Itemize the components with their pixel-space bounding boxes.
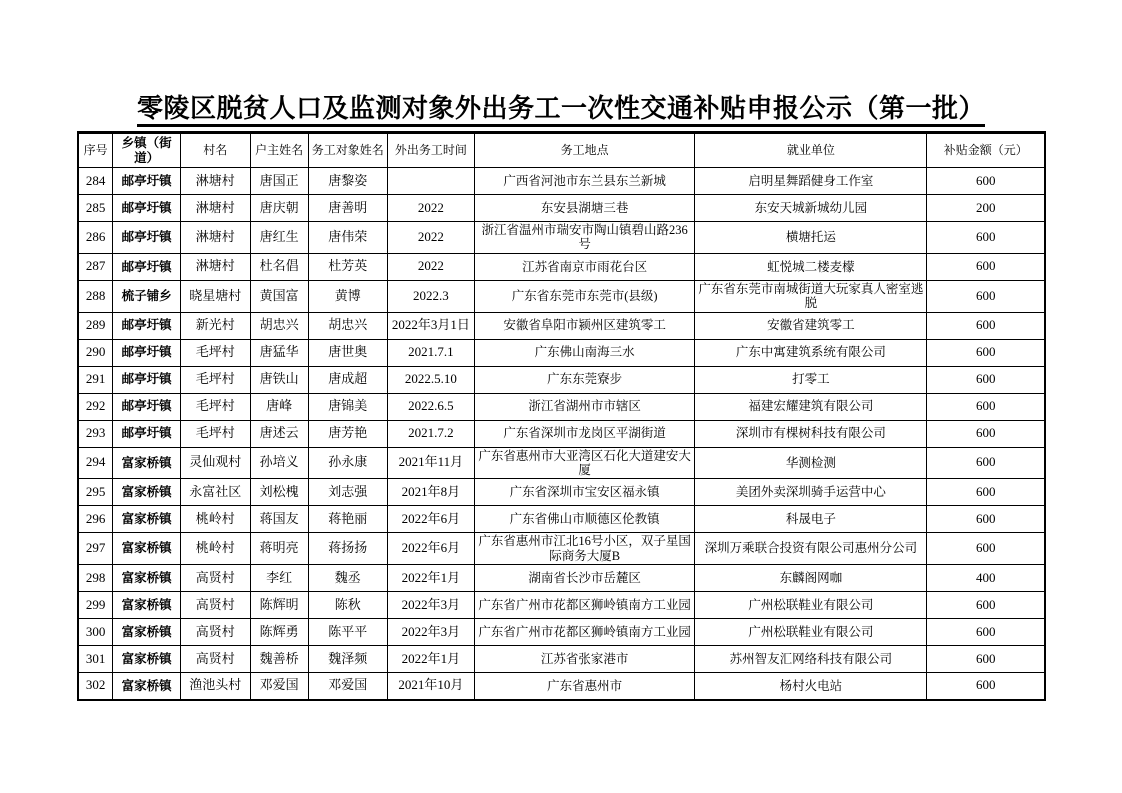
table-cell: 淋塘村 xyxy=(180,222,250,254)
table-cell: 唐庆朝 xyxy=(250,195,308,222)
header-cell-0: 序号 xyxy=(78,133,113,168)
table-cell: 富家桥镇 xyxy=(113,565,181,592)
table-cell: 邮亭圩镇 xyxy=(113,222,181,254)
table-row xyxy=(78,393,1045,420)
table-cell: 毛坪村 xyxy=(180,339,250,366)
table-cell: 广东东莞寮步 xyxy=(474,366,694,393)
table-cell: 江苏省南京市雨花台区 xyxy=(474,253,694,280)
table-cell: 毛坪村 xyxy=(180,420,250,447)
table-cell: 297 xyxy=(78,533,113,565)
table-cell: 600 xyxy=(927,222,1045,254)
table-cell: 288 xyxy=(78,280,113,312)
table-cell: 2022年3月 xyxy=(387,619,474,646)
page-title-text: 零陵区脱贫人口及监测对象外出务工一次性交通补贴申报公示（第一批） xyxy=(137,95,985,127)
table-row xyxy=(78,366,1045,393)
table-row xyxy=(78,673,1045,700)
table-cell: 东麟阁网咖 xyxy=(695,565,927,592)
header-cell-5: 外出务工时间 xyxy=(387,133,474,168)
table-cell: 296 xyxy=(78,506,113,533)
table-cell: 289 xyxy=(78,312,113,339)
table-cell: 苏州智友汇网络科技有限公司 xyxy=(695,646,927,673)
table-cell: 晓星塘村 xyxy=(180,280,250,312)
table-row xyxy=(78,592,1045,619)
table-cell: 唐世奥 xyxy=(308,339,387,366)
table-cell: 富家桥镇 xyxy=(113,479,181,506)
table-cell: 287 xyxy=(78,253,113,280)
table-cell: 新光村 xyxy=(180,312,250,339)
table-cell: 刘松槐 xyxy=(250,479,308,506)
table-cell: 2022年3月1日 xyxy=(387,312,474,339)
table-cell: 美团外卖深圳骑手运营中心 xyxy=(695,479,927,506)
table-cell: 淋塘村 xyxy=(180,195,250,222)
subsidy-table xyxy=(77,131,1046,701)
table-cell: 邮亭圩镇 xyxy=(113,253,181,280)
table-row xyxy=(78,646,1045,673)
table-cell: 蒋艳丽 xyxy=(308,506,387,533)
table-cell: 600 xyxy=(927,646,1045,673)
table-cell: 刘志强 xyxy=(308,479,387,506)
header-cell-4: 务工对象姓名 xyxy=(308,133,387,168)
table-cell: 灵仙观村 xyxy=(180,447,250,479)
table-cell: 邓爱国 xyxy=(308,673,387,700)
table-cell: 深圳市有棵树科技有限公司 xyxy=(695,420,927,447)
table-cell: 广东中寓建筑系统有限公司 xyxy=(695,339,927,366)
table-cell: 陈辉勇 xyxy=(250,619,308,646)
table-cell: 黄博 xyxy=(308,280,387,312)
table-row xyxy=(78,565,1045,592)
table-cell: 虹悦城二楼麦檬 xyxy=(695,253,927,280)
table-cell: 富家桥镇 xyxy=(113,646,181,673)
table-cell: 2022.6.5 xyxy=(387,393,474,420)
table-row xyxy=(78,253,1045,280)
table-cell: 2022 xyxy=(387,222,474,254)
table-cell: 295 xyxy=(78,479,113,506)
table-cell: 广东省佛山市顺德区伦教镇 xyxy=(474,506,694,533)
table-cell: 魏丞 xyxy=(308,565,387,592)
table-cell: 深圳万乘联合投资有限公司惠州分公司 xyxy=(695,533,927,565)
table-cell: 黄国富 xyxy=(250,280,308,312)
table-cell: 200 xyxy=(927,195,1045,222)
table-row xyxy=(78,619,1045,646)
table-cell: 唐国正 xyxy=(250,168,308,195)
table-cell: 邮亭圩镇 xyxy=(113,393,181,420)
table-row xyxy=(78,168,1045,195)
table-cell: 600 xyxy=(927,479,1045,506)
table-cell: 魏善桥 xyxy=(250,646,308,673)
table-cell: 打零工 xyxy=(695,366,927,393)
table-cell: 唐锦美 xyxy=(308,393,387,420)
table-cell: 高贤村 xyxy=(180,619,250,646)
table-row xyxy=(78,222,1045,254)
table-cell: 唐述云 xyxy=(250,420,308,447)
table-cell: 293 xyxy=(78,420,113,447)
table-cell: 2022年6月 xyxy=(387,533,474,565)
table-cell: 桃岭村 xyxy=(180,533,250,565)
table-cell: 600 xyxy=(927,366,1045,393)
table-cell: 蒋扬扬 xyxy=(308,533,387,565)
table-row xyxy=(78,339,1045,366)
table-cell: 298 xyxy=(78,565,113,592)
table-cell: 400 xyxy=(927,565,1045,592)
table-cell: 2022 xyxy=(387,253,474,280)
table-cell: 华测检测 xyxy=(695,447,927,479)
table-cell: 浙江省温州市瑞安市陶山镇碧山路236号 xyxy=(474,222,694,254)
table-cell: 湖南省长沙市岳麓区 xyxy=(474,565,694,592)
table-cell: 广西省河池市东兰县东兰新城 xyxy=(474,168,694,195)
table-cell: 安徽省建筑零工 xyxy=(695,312,927,339)
table-cell: 294 xyxy=(78,447,113,479)
table-cell: 广东佛山南海三水 xyxy=(474,339,694,366)
table-cell: 蒋明亮 xyxy=(250,533,308,565)
table-cell: 蒋国友 xyxy=(250,506,308,533)
header-cell-7: 就业单位 xyxy=(695,133,927,168)
table-cell: 285 xyxy=(78,195,113,222)
table-cell: 2022年1月 xyxy=(387,646,474,673)
table-cell: 高贤村 xyxy=(180,646,250,673)
table-cell: 邮亭圩镇 xyxy=(113,312,181,339)
header-cell-6: 务工地点 xyxy=(474,133,694,168)
table-cell: 富家桥镇 xyxy=(113,673,181,700)
table-cell: 301 xyxy=(78,646,113,673)
table-cell: 600 xyxy=(927,506,1045,533)
table-cell: 邮亭圩镇 xyxy=(113,366,181,393)
table-cell: 唐伟荣 xyxy=(308,222,387,254)
table-cell: 陈辉明 xyxy=(250,592,308,619)
table-cell: 富家桥镇 xyxy=(113,533,181,565)
table-cell: 广东省广州市花都区狮岭镇南方工业园 xyxy=(474,592,694,619)
table-cell: 启明星舞蹈健身工作室 xyxy=(695,168,927,195)
table-cell: 邓爱国 xyxy=(250,673,308,700)
table-cell: 广东省广州市花都区狮岭镇南方工业园 xyxy=(474,619,694,646)
table-cell: 2022年1月 xyxy=(387,565,474,592)
table-cell: 2022.5.10 xyxy=(387,366,474,393)
table-cell: 299 xyxy=(78,592,113,619)
table-cell: 600 xyxy=(927,592,1045,619)
table-cell: 邮亭圩镇 xyxy=(113,420,181,447)
table-cell: 浙江省湖州市市辖区 xyxy=(474,393,694,420)
table-cell: 广东省东莞市南城街道大玩家真人密室逃脱 xyxy=(695,280,927,312)
table-cell: 富家桥镇 xyxy=(113,447,181,479)
table-cell: 2021.7.2 xyxy=(387,420,474,447)
table-row xyxy=(78,506,1045,533)
table-cell: 杜芳英 xyxy=(308,253,387,280)
table-cell: 600 xyxy=(927,168,1045,195)
table-cell: 江苏省张家港市 xyxy=(474,646,694,673)
table-cell: 富家桥镇 xyxy=(113,506,181,533)
table-cell: 邮亭圩镇 xyxy=(113,195,181,222)
table-cell: 2021年11月 xyxy=(387,447,474,479)
table-cell: 邮亭圩镇 xyxy=(113,339,181,366)
table-cell: 600 xyxy=(927,533,1045,565)
table-cell: 292 xyxy=(78,393,113,420)
table-cell: 600 xyxy=(927,673,1045,700)
table-cell: 孙永康 xyxy=(308,447,387,479)
table-cell: 广州松联鞋业有限公司 xyxy=(695,592,927,619)
table-cell: 600 xyxy=(927,253,1045,280)
table-row xyxy=(78,312,1045,339)
table-cell: 淋塘村 xyxy=(180,168,250,195)
table-cell: 高贤村 xyxy=(180,565,250,592)
table-cell: 唐芳艳 xyxy=(308,420,387,447)
table-cell: 唐红生 xyxy=(250,222,308,254)
table-cell: 广东省深圳市宝安区福永镇 xyxy=(474,479,694,506)
table-cell: 290 xyxy=(78,339,113,366)
table-cell: 科晟电子 xyxy=(695,506,927,533)
table-cell: 孙培义 xyxy=(250,447,308,479)
header-cell-8: 补贴金额（元） xyxy=(927,133,1045,168)
table-cell: 广东省惠州市大亚湾区石化大道建安大厦 xyxy=(474,447,694,479)
table-row xyxy=(78,479,1045,506)
table-cell: 广东省深圳市龙岗区平湖街道 xyxy=(474,420,694,447)
header-cell-3: 户主姓名 xyxy=(250,133,308,168)
table-cell: 广东省东莞市东莞市(县级) xyxy=(474,280,694,312)
table-cell: 广州松联鞋业有限公司 xyxy=(695,619,927,646)
table-cell: 胡忠兴 xyxy=(250,312,308,339)
table-cell: 永富社区 xyxy=(180,479,250,506)
table-cell: 毛坪村 xyxy=(180,366,250,393)
table-cell: 唐猛华 xyxy=(250,339,308,366)
table-cell: 东安天城新城幼儿园 xyxy=(695,195,927,222)
table-cell: 桃岭村 xyxy=(180,506,250,533)
table-body xyxy=(78,168,1045,700)
table-row xyxy=(78,533,1045,565)
table-cell: 安徽省阜阳市颍州区建筑零工 xyxy=(474,312,694,339)
table-cell: 广东省惠州市 xyxy=(474,673,694,700)
table-cell: 284 xyxy=(78,168,113,195)
table-cell: 胡忠兴 xyxy=(308,312,387,339)
table-cell: 600 xyxy=(927,280,1045,312)
table-cell: 2021.7.1 xyxy=(387,339,474,366)
table-row xyxy=(78,195,1045,222)
table-cell: 唐铁山 xyxy=(250,366,308,393)
table-cell: 唐峰 xyxy=(250,393,308,420)
table-row xyxy=(78,420,1045,447)
table-cell: 杨村火电站 xyxy=(695,673,927,700)
table-cell: 600 xyxy=(927,339,1045,366)
table-cell: 286 xyxy=(78,222,113,254)
table-cell: 陈秋 xyxy=(308,592,387,619)
table-cell: 600 xyxy=(927,619,1045,646)
table-cell: 杜名倡 xyxy=(250,253,308,280)
table-cell: 富家桥镇 xyxy=(113,619,181,646)
table-cell: 东安县湖塘三巷 xyxy=(474,195,694,222)
table-cell: 广东省惠州市江北16号小区，双子星国际商务大厦B xyxy=(474,533,694,565)
table-cell: 2022.3 xyxy=(387,280,474,312)
table-cell: 唐善明 xyxy=(308,195,387,222)
table-row xyxy=(78,447,1045,479)
table-cell: 291 xyxy=(78,366,113,393)
table-cell: 302 xyxy=(78,673,113,700)
table-row xyxy=(78,280,1045,312)
table-cell: 2021年10月 xyxy=(387,673,474,700)
table-cell: 300 xyxy=(78,619,113,646)
table-cell: 2022年6月 xyxy=(387,506,474,533)
table-cell: 魏泽频 xyxy=(308,646,387,673)
table-cell: 横塘托运 xyxy=(695,222,927,254)
table-cell: 邮亭圩镇 xyxy=(113,168,181,195)
table-cell: 600 xyxy=(927,447,1045,479)
table-cell: 600 xyxy=(927,312,1045,339)
table-cell: 2022年3月 xyxy=(387,592,474,619)
table-cell: 渔池头村 xyxy=(180,673,250,700)
table-cell: 福建宏耀建筑有限公司 xyxy=(695,393,927,420)
table-cell: 富家桥镇 xyxy=(113,592,181,619)
table-cell: 唐黎姿 xyxy=(308,168,387,195)
table-cell xyxy=(387,168,474,195)
table-cell: 600 xyxy=(927,420,1045,447)
table-cell: 陈平平 xyxy=(308,619,387,646)
header-cell-1: 乡镇（街道） xyxy=(113,133,181,168)
table-cell: 唐成超 xyxy=(308,366,387,393)
table-cell: 高贤村 xyxy=(180,592,250,619)
header-row xyxy=(78,133,1045,168)
table-cell: 600 xyxy=(927,393,1045,420)
table-cell: 李红 xyxy=(250,565,308,592)
table-cell: 毛坪村 xyxy=(180,393,250,420)
table-cell: 2021年8月 xyxy=(387,479,474,506)
header-cell-2: 村名 xyxy=(180,133,250,168)
table-cell: 2022 xyxy=(387,195,474,222)
table-cell: 淋塘村 xyxy=(180,253,250,280)
page-title xyxy=(0,95,1122,127)
table-cell: 梳子铺乡 xyxy=(113,280,181,312)
